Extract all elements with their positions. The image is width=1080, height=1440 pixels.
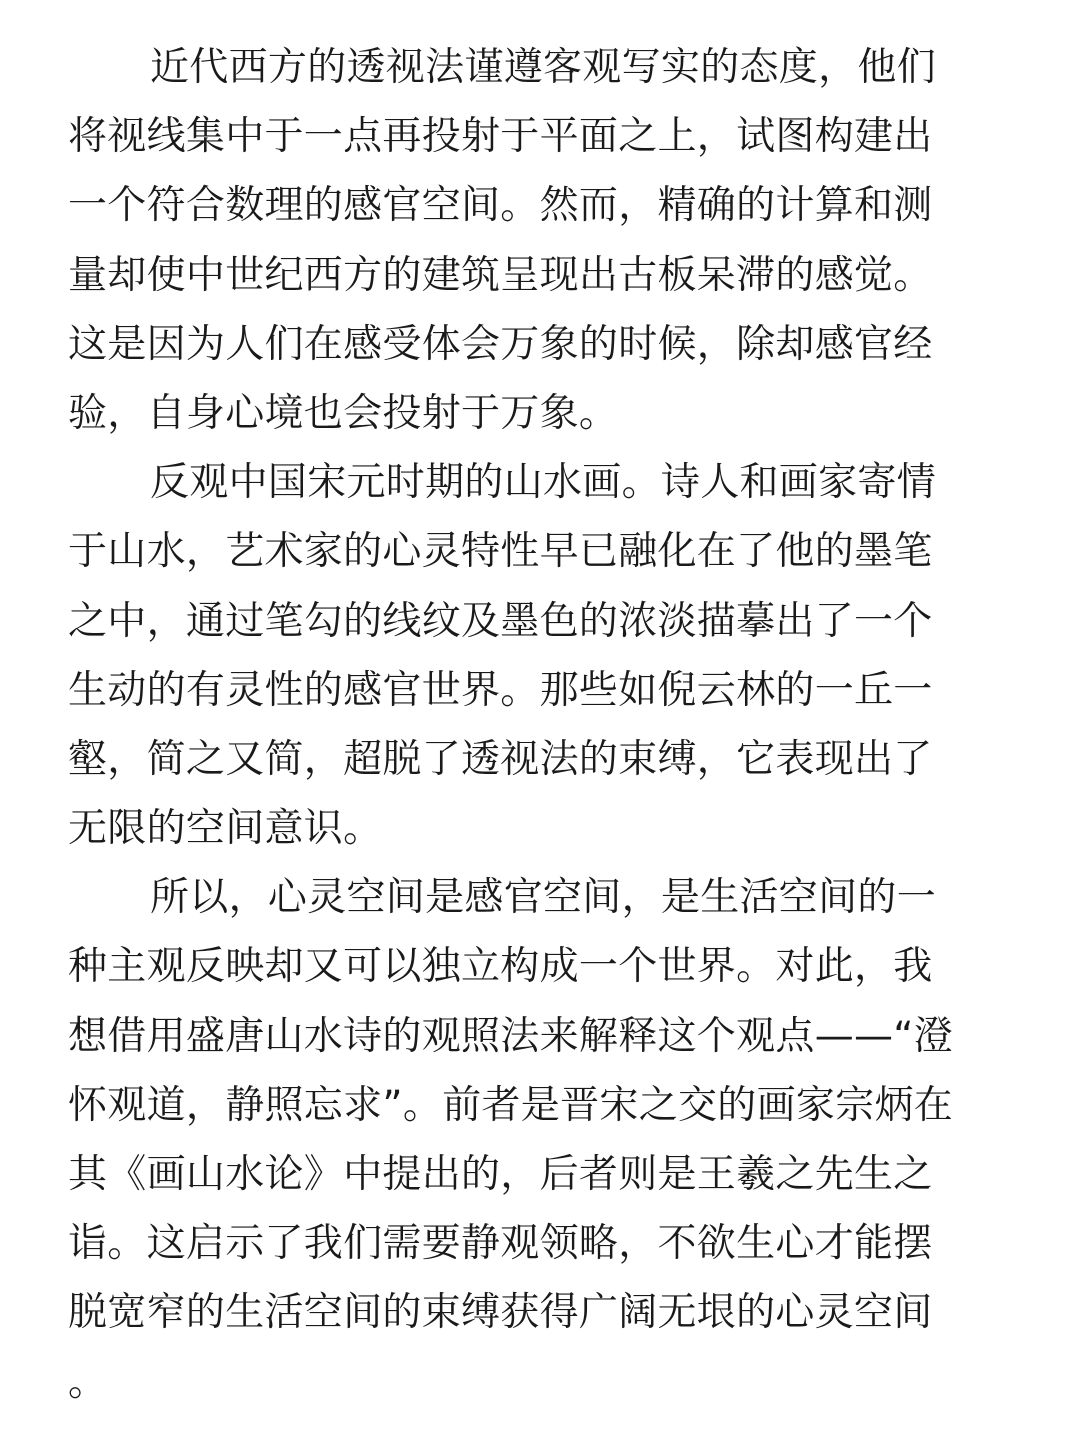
text-line: 脱宽窄的生活空间的束缚获得广阔无垠的心灵空间 bbox=[68, 1290, 933, 1336]
text-line: 反观中国宋元时期的山水画。诗人和画家寄情 bbox=[150, 460, 937, 506]
text-line: 生动的有灵性的感官世界。那些如倪云林的一丘一 bbox=[68, 667, 933, 713]
text-line: 怀观道，静照忘求”。前者是晋宋之交的画家宗炳在 bbox=[68, 1082, 954, 1128]
paragraph-1 bbox=[68, 33, 1012, 448]
text-line: 所以，心灵空间是感官空间，是生活空间的一 bbox=[150, 875, 937, 921]
text-line: 诣。这启示了我们需要静观领略，不欲生心才能摆 bbox=[68, 1221, 933, 1267]
text-line: 验，自身心境也会投射于万象。 bbox=[68, 390, 619, 436]
text-line: 近代西方的透视法谨遵客观写实的态度，他们 bbox=[150, 45, 937, 90]
text-line: 无限的空间意识。 bbox=[68, 806, 383, 852]
article-body bbox=[68, 33, 1012, 1417]
paragraph-2 bbox=[68, 448, 1012, 863]
text-line: 量却使中世纪西方的建筑呈现出古板呆滞的感觉。 bbox=[68, 252, 933, 298]
text-line: 壑，简之又简，超脱了透视法的束缚，它表现出了 bbox=[68, 736, 933, 782]
text-line: 将视线集中于一点再投射于平面之上，试图构建出 bbox=[68, 114, 933, 160]
text-line: 之中，通过笔勾的线纹及墨色的浓淡描摹出了一个 bbox=[68, 598, 933, 644]
text-line: 一个符合数理的感官空间。然而，精确的计算和测 bbox=[68, 183, 933, 229]
text-line: 种主观反映却又可以独立构成一个世界。对此，我 bbox=[68, 944, 933, 990]
text-line: 于山水，艺术家的心灵特性早已融化在了他的墨笔 bbox=[68, 529, 933, 575]
text-line: 想借用盛唐山水诗的观照法来解释这个观点——“澄 bbox=[68, 1013, 954, 1059]
text-line: 其《画山水论》中提出的，后者则是王羲之先生之 bbox=[68, 1152, 933, 1197]
paragraph-3 bbox=[68, 863, 1012, 1417]
text-line: 。 bbox=[68, 1359, 108, 1405]
text-line: 这是因为人们在感受体会万象的时候，除却感官经 bbox=[68, 321, 933, 367]
